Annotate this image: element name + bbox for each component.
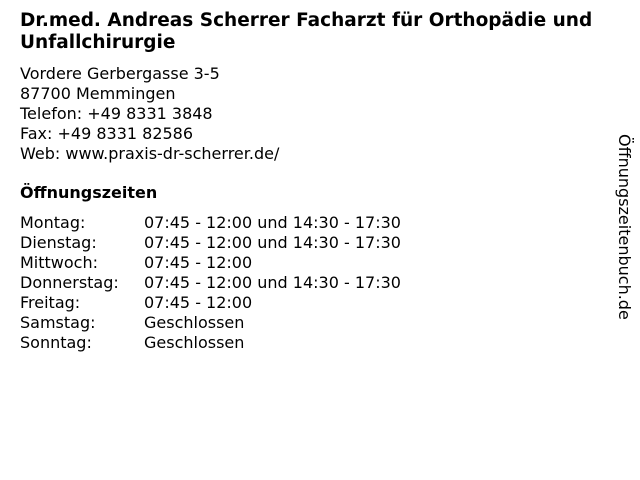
hours-row-sunday [20,333,401,353]
city-address: 87700 Memmingen [20,84,176,103]
website-url: Web: www.praxis-dr-scherrer.de/ [20,144,280,163]
hours-value: Geschlossen [144,313,245,332]
phone-number: Telefon: +49 8331 3848 [20,104,213,123]
day-label: Freitag: [20,293,81,312]
hours-value: Geschlossen [144,333,245,352]
hours-value: 07:45 - 12:00 und 14:30 - 17:30 [144,273,401,292]
hours-row-monday [20,213,401,233]
hours-row-tuesday [20,233,401,253]
day-label: Samstag: [20,313,96,332]
hours-value: 07:45 - 12:00 und 14:30 - 17:30 [144,233,401,252]
day-label: Donnerstag: [20,273,119,292]
day-label: Sonntag: [20,333,92,352]
day-label: Mittwoch: [20,253,98,272]
brand-watermark: Öffnungszeitenbuch.de [615,134,634,320]
address-block [20,64,279,164]
hours-value: 07:45 - 12:00 und 14:30 - 17:30 [144,213,401,232]
street-address: Vordere Gerbergasse 3-5 [20,64,220,83]
fax-number: Fax: +49 8331 82586 [20,124,194,143]
page-title: Dr.med. Andreas Scherrer Facharzt für Orthopädie und Unfallchirurgie [20,10,593,53]
hours-row-wednesday [20,253,401,273]
hours-value: 07:45 - 12:00 [144,253,253,272]
hours-row-saturday [20,313,401,333]
hours-row-friday [20,293,401,313]
opening-hours-heading: Öffnungszeiten [20,183,158,202]
day-label: Dienstag: [20,233,97,252]
hours-value: 07:45 - 12:00 [144,293,253,312]
hours-row-thursday [20,273,401,293]
opening-hours-table [20,213,401,353]
day-label: Montag: [20,213,86,232]
